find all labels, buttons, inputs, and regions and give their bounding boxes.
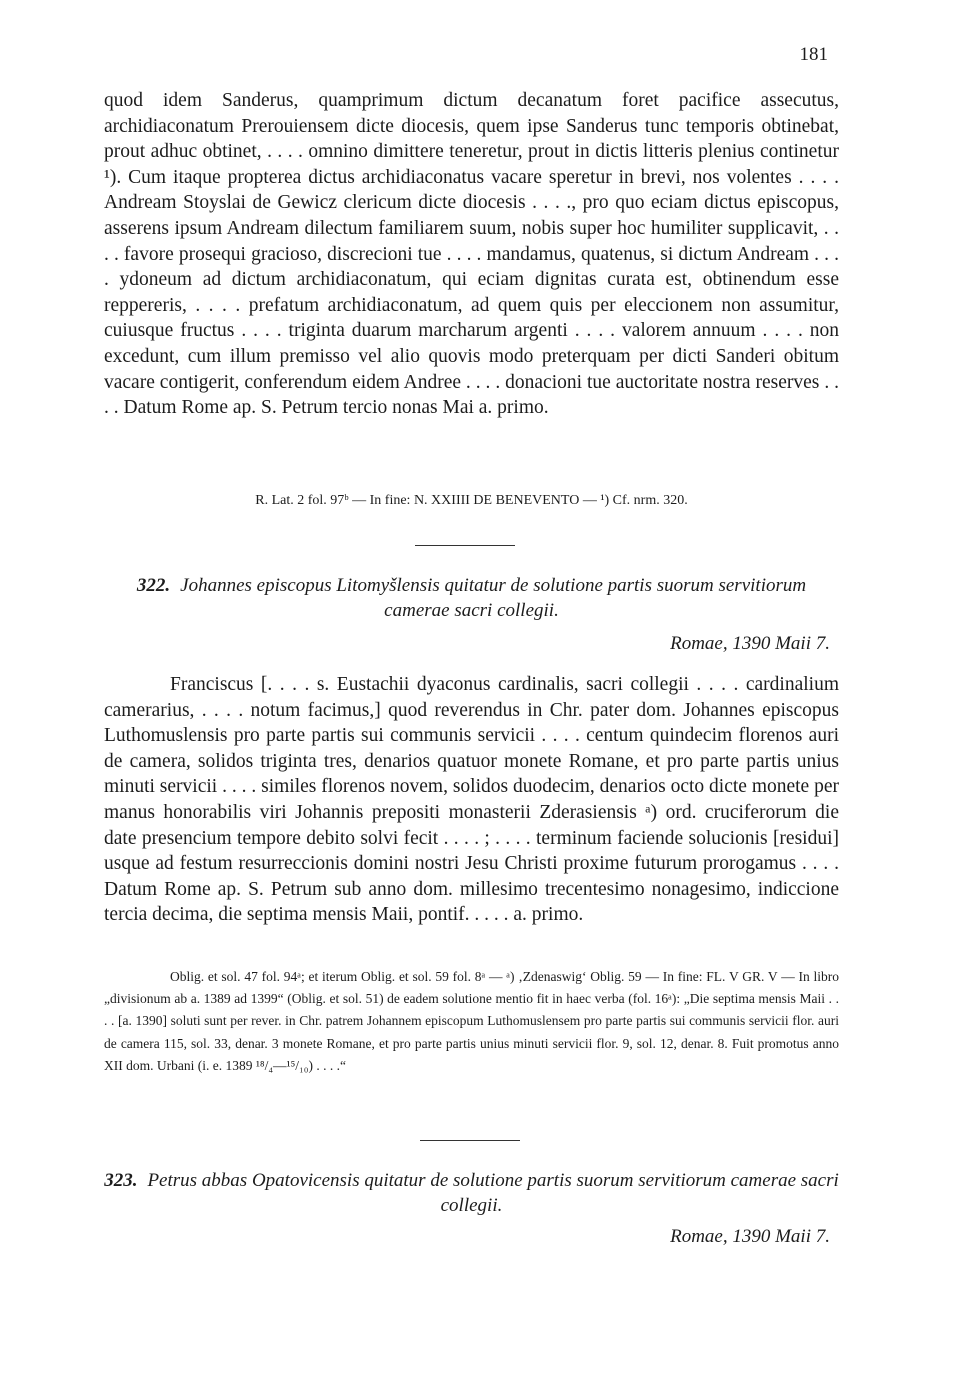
document-number: 322. (136, 575, 171, 596)
document-321-body (104, 88, 839, 421)
page-number: 181 (799, 44, 828, 65)
document-322-body (104, 672, 839, 928)
document-title: Johannes episcopus Litomyšlensis quitatur de solutione partis suorum servitiorum camerae sacri collegii. (180, 575, 807, 621)
body-paragraph: Franciscus [. . . . s. Eustachii dyaconus cardinalis, sacri collegii . . . . cardinalium camerarius, . . . . notum facimus,] quod reverendus in Chr. pater dom. Johannes episcopus Luthomuslensis pro parte partis sui communis servicii . . . . centum quindecim florenos auri de camera, solidos triginta tres, denarios quatuor monete Romane, et pro parte partis unius minuti servicii . . . . similes florenos novem, solidos duodecim, denarios octo dicte monete per manus honorabilis viri Johannis prepositi monasterii Zderasiensis ᵃ) ord. cruciferorum die date presencium tempore debito solvi fecit . . . . ; . . . . terminum faciende solucionis [residui] usque ad festum resurreccionis domini nostri Jesu Christi proxime futurum prorogamus . . . . Datum Rome ap. S. Petrum sub anno dom. millesimo trecentesimo nonagesimo, indiccione tercia decima, die septima mensis Maii, pontif. . . . . a. primo. (104, 674, 839, 926)
document-title: Petrus abbas Opatovicensis quitatur de solutione partis suorum servitiorum camerae sacri collegii. (147, 1170, 839, 1216)
section-divider (415, 545, 515, 546)
document-322-heading (104, 573, 839, 623)
document-322-footnote (104, 966, 839, 1077)
footnote-text: Oblig. et sol. 47 fol. 94ᵃ; et iterum Oblig. et sol. 59 fol. 8ᵃ — ᵃ) ‚Zdenaswig‘ Oblig. 59 — In fine: FL. V GR. V — In libro „divisionum ab a. 1389 ad 1399“ (Oblig. et sol. 51) de eadem solutione mentio fit in haec verba (fol. 16ᵃ): „Die septima mensis Maii . . . . [a. 1390] soluti sunt per rever. in Chr. patrem Johannem episcopum Luthomuslensem pro parte partis sui communis servicii flor. auri de camera 115, sol. 33, denar. 3 monete Romane, et pro parte partis unius minuti servicii flor. 9, sol. 12, denar. 8. Fuit promotus anno XII dom. Urbani (i. e. 1389 ¹⁸/₄—¹⁵/₁₀) . . . .“ (104, 969, 839, 1073)
source-reference: R. Lat. 2 fol. 97ᵇ — In fine: N. XXIIII DE BENEVENTO — ¹) Cf. nrm. 320. (255, 493, 688, 508)
document-322-date: Romae, 1390 Maii 7. (670, 633, 830, 654)
document-323-date: Romae, 1390 Maii 7. (670, 1226, 830, 1247)
document-number: 323. (104, 1170, 138, 1191)
body-paragraph: quod idem Sanderus, quamprimum dictum decanatum foret pacifice assecutus, archidiaconatum Prerouiensem dicte diocesis, quem ipse Sanderus tunc temporis obtinebat, prout adhuc obtinet, . . . . omnino dimittere teneretur, prout in dictis litteris plenius continetur ¹). Cum itaque propterea dictus archidiaconatus vacare speretur in brevi, nos volentes . . . . Andream Stoyslai de Gewicz clericum dicte diocesis . . . ., pro quo eciam dictus episcopus, asserens ipsum Andream dilectum familiarem suum, nobis super hoc humiliter supplicavit, . . . . favore prosequi gracioso, discrecioni tue . . . . mandamus, quatenus, si dictum Andream . . . . ydoneum ad dictum archidiaconatum, qui eciam dignitas curata est, obtinendum esse reppereris, . . . . prefatum archidiaconatum, ad quem quis per eleccionem non assumitur, cuiusque fructus . . . . triginta duarum marcharum argenti . . . . valorem annuum . . . . non excedunt, cum illum premisso vel alio quovis modo preterquam per dicti Sanderi obitum vacare contigerit, conferendum eidem Andree . . . . donacioni tue auctoritate nostra reserves . . . . Datum Rome ap. S. Petrum tercio nonas Mai a. primo. (104, 90, 839, 419)
document-323-heading (104, 1168, 839, 1218)
section-divider (420, 1140, 520, 1141)
